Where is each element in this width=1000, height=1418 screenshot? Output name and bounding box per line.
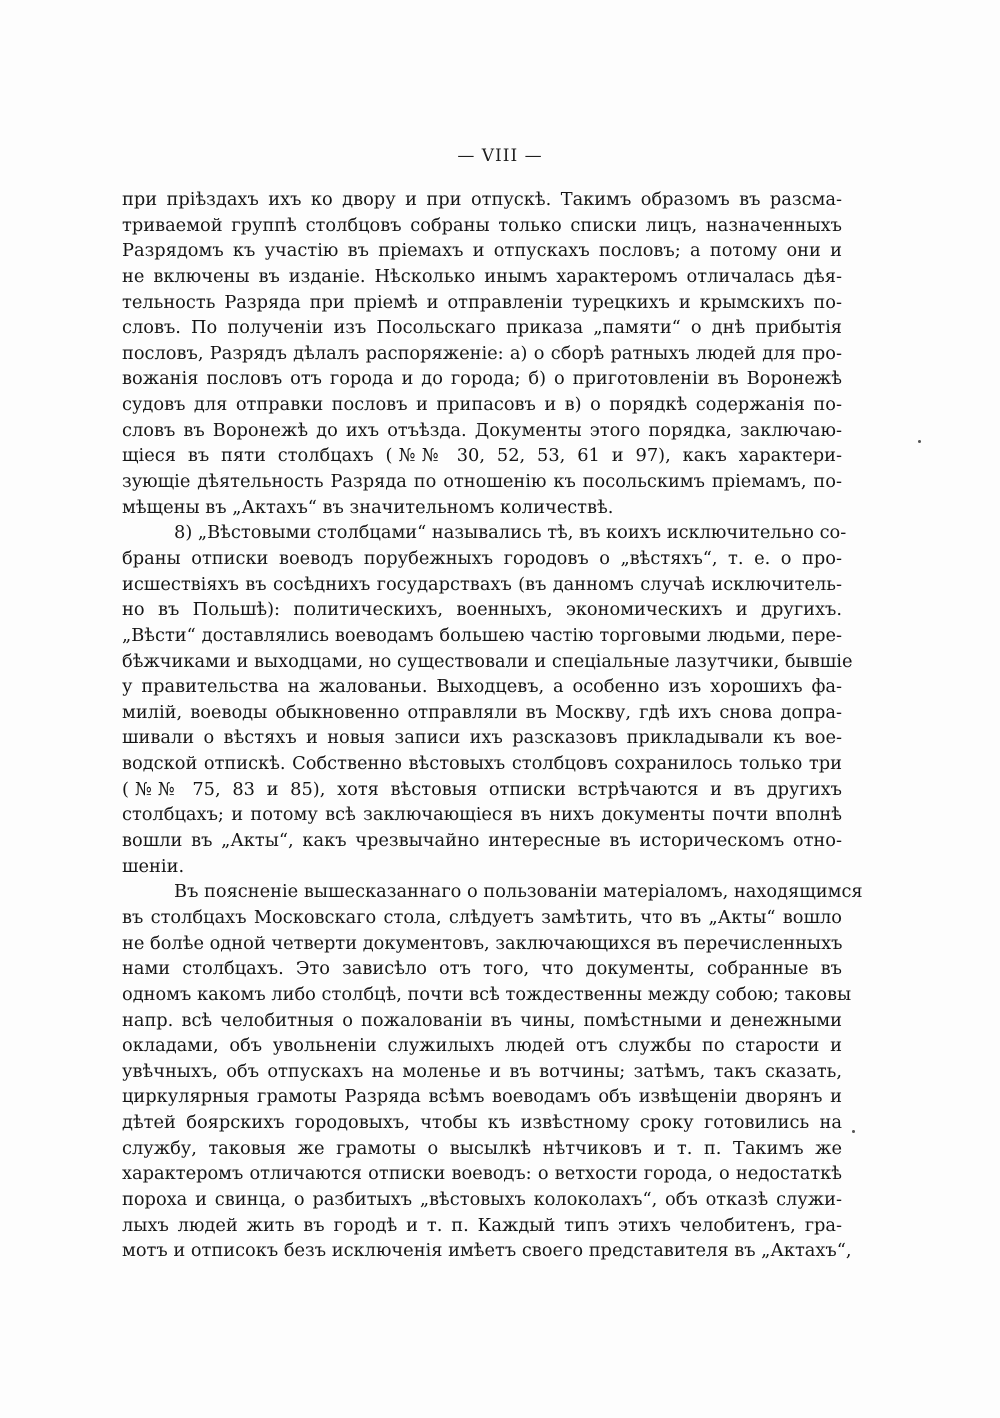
text-line: 8) „Вѣстовыми столбцами“ назывались тѣ, въ коихъ исключительно со- bbox=[174, 522, 847, 544]
margin-speck bbox=[918, 440, 921, 443]
text-line: увѣчныхъ, объ отпускахъ на моленье и въ вотчины; затѣмъ, такъ сказать, bbox=[122, 1060, 842, 1082]
text-line: не включены въ изданіе. Нѣсколько инымъ характеромъ отличалась дѣя- bbox=[122, 265, 842, 287]
text-line: столбцахъ; и потому всѣ заключающіеся въ нихъ документы почти вполнѣ bbox=[122, 804, 842, 826]
text-line: вошли въ „Акты“, какъ чрезвычайно интересные въ историческомъ отно- bbox=[122, 830, 842, 852]
text-line: вожанія пословъ отъ города и до города; б) о приготовленіи въ Воронежѣ bbox=[122, 368, 842, 390]
text-line: мотъ и отписокъ безъ исключенія имѣетъ своего представителя въ „Актахъ“, bbox=[122, 1240, 852, 1262]
text-line: шеніи. bbox=[122, 855, 185, 877]
text-line: тельность Разряда при пріемѣ и отправленіи турецкихъ и крымскихъ по- bbox=[122, 291, 842, 313]
text-line: характеромъ отличаются отписки воеводъ: о ветхости города, о недостаткѣ bbox=[122, 1163, 842, 1185]
text-line: у правительства на жалованьи. Выходцевъ, а особенно изъ хорошихъ фа- bbox=[122, 676, 842, 698]
text-line: циркулярныя грамоты Разряда всѣмъ воеводамъ объ извѣщеніи дворянъ и bbox=[122, 1086, 842, 1108]
text-line: щіеся въ пяти столбцахъ (№№ 30, 52, 53, 61 и 97), какъ характери- bbox=[122, 445, 842, 467]
text-line: дѣтей боярскихъ городовыхъ, чтобы къ извѣстному сроку готовились на bbox=[122, 1112, 842, 1134]
text-line: окладами, объ увольненіи служилыхъ людей отъ службы по старости и bbox=[122, 1035, 842, 1057]
text-line: не болѣе одной четверти документовъ, заключающихся въ перечисленныхъ bbox=[122, 932, 843, 954]
text-line: милій, воеводы обыкновенно отправляли въ Москву, гдѣ ихъ снова допра- bbox=[122, 701, 842, 723]
text-line: словъ въ Воронежѣ до ихъ отъѣзда. Документы этого порядка, заключаю- bbox=[122, 419, 842, 441]
text-line: нами столбцахъ. Это зависѣло отъ того, что документы, собранные въ bbox=[122, 958, 842, 980]
text-line: мѣщены въ „Актахъ“ въ значительномъ количествѣ. bbox=[122, 496, 614, 518]
text-line: но въ Польшѣ): политическихъ, военныхъ, экономическихъ и другихъ. bbox=[122, 599, 842, 621]
text-line: шивали о вѣстяхъ и новыя записи ихъ разсказовъ прикладывали къ вое- bbox=[122, 727, 842, 749]
text-line: службу, таковыя же грамоты о высылкѣ нѣтчиковъ и т. п. Такимъ же bbox=[122, 1137, 842, 1159]
text-line: триваемой группѣ столбцовъ собраны только списки лицъ, назначенныхъ bbox=[122, 214, 842, 236]
text-line: одномъ какомъ либо столбцѣ, почти всѣ тождественны между собою; таковы bbox=[122, 983, 852, 1005]
page-number: — VIII — bbox=[457, 146, 543, 166]
text-line: словъ. По полученіи изъ Посольскаго приказа „памяти“ о днѣ прибытія bbox=[122, 317, 842, 339]
text-line: Въ поясненіе вышесказаннаго о пользованіи матеріаломъ, находящимся bbox=[174, 881, 863, 903]
text-line: напр. всѣ челобитныя о пожалованіи въ чины, помѣстными и денежными bbox=[122, 1009, 842, 1031]
text-line: браны отписки воеводъ порубежныхъ городовъ о „вѣстяхъ“, т. е. о про- bbox=[122, 547, 842, 569]
text-line: Разрядомъ къ участію въ пріемахъ и отпускахъ пословъ; а потому они и bbox=[122, 240, 842, 262]
text-line: при пріѣздахъ ихъ ко двору и при отпускѣ. Такимъ образомъ въ разсма- bbox=[122, 189, 842, 210]
text-line: бѣжчиками и выходцами, но существовали и спеціальные лазутчики, бывшіе bbox=[122, 650, 853, 672]
text-line: водской отпискѣ. Собственно вѣстовыхъ столбцовъ сохранилось только три bbox=[122, 753, 842, 775]
text-line: исшествіяхъ въ сосѣднихъ государствахъ (въ данномъ случаѣ исключитель- bbox=[122, 573, 842, 595]
text-line: „Вѣсти“ доставлялись воеводамъ большею частію торговыми людьми, пере- bbox=[122, 624, 842, 646]
text-line: пороха и свинца, о разбитыхъ „вѣстовыхъ колоколахъ“, объ отказѣ служи- bbox=[122, 1188, 842, 1210]
text-line: (№№ 75, 83 и 85), хотя вѣстовыя отписки встрѣчаются и въ другихъ bbox=[122, 778, 842, 800]
body-text bbox=[122, 187, 863, 1264]
margin-speck bbox=[852, 1130, 855, 1133]
text-line: въ столбцахъ Московскаго стола, слѣдуетъ замѣтить, что въ „Акты“ вошло bbox=[122, 906, 842, 928]
text-line: лыхъ людей жить въ городѣ и т. п. Каждый типъ этихъ челобитенъ, гра- bbox=[122, 1214, 842, 1236]
text-line: зующіе дѣятельность Разряда по отношенію къ посольскимъ пріемамъ, по- bbox=[122, 471, 842, 493]
text-line: пословъ, Разрядъ дѣлалъ распоряженіе: а) о сборѣ ратныхъ людей для про- bbox=[122, 342, 842, 364]
text-line: судовъ для отправки пословъ и припасовъ и в) о порядкѣ содержанія по- bbox=[122, 394, 842, 416]
